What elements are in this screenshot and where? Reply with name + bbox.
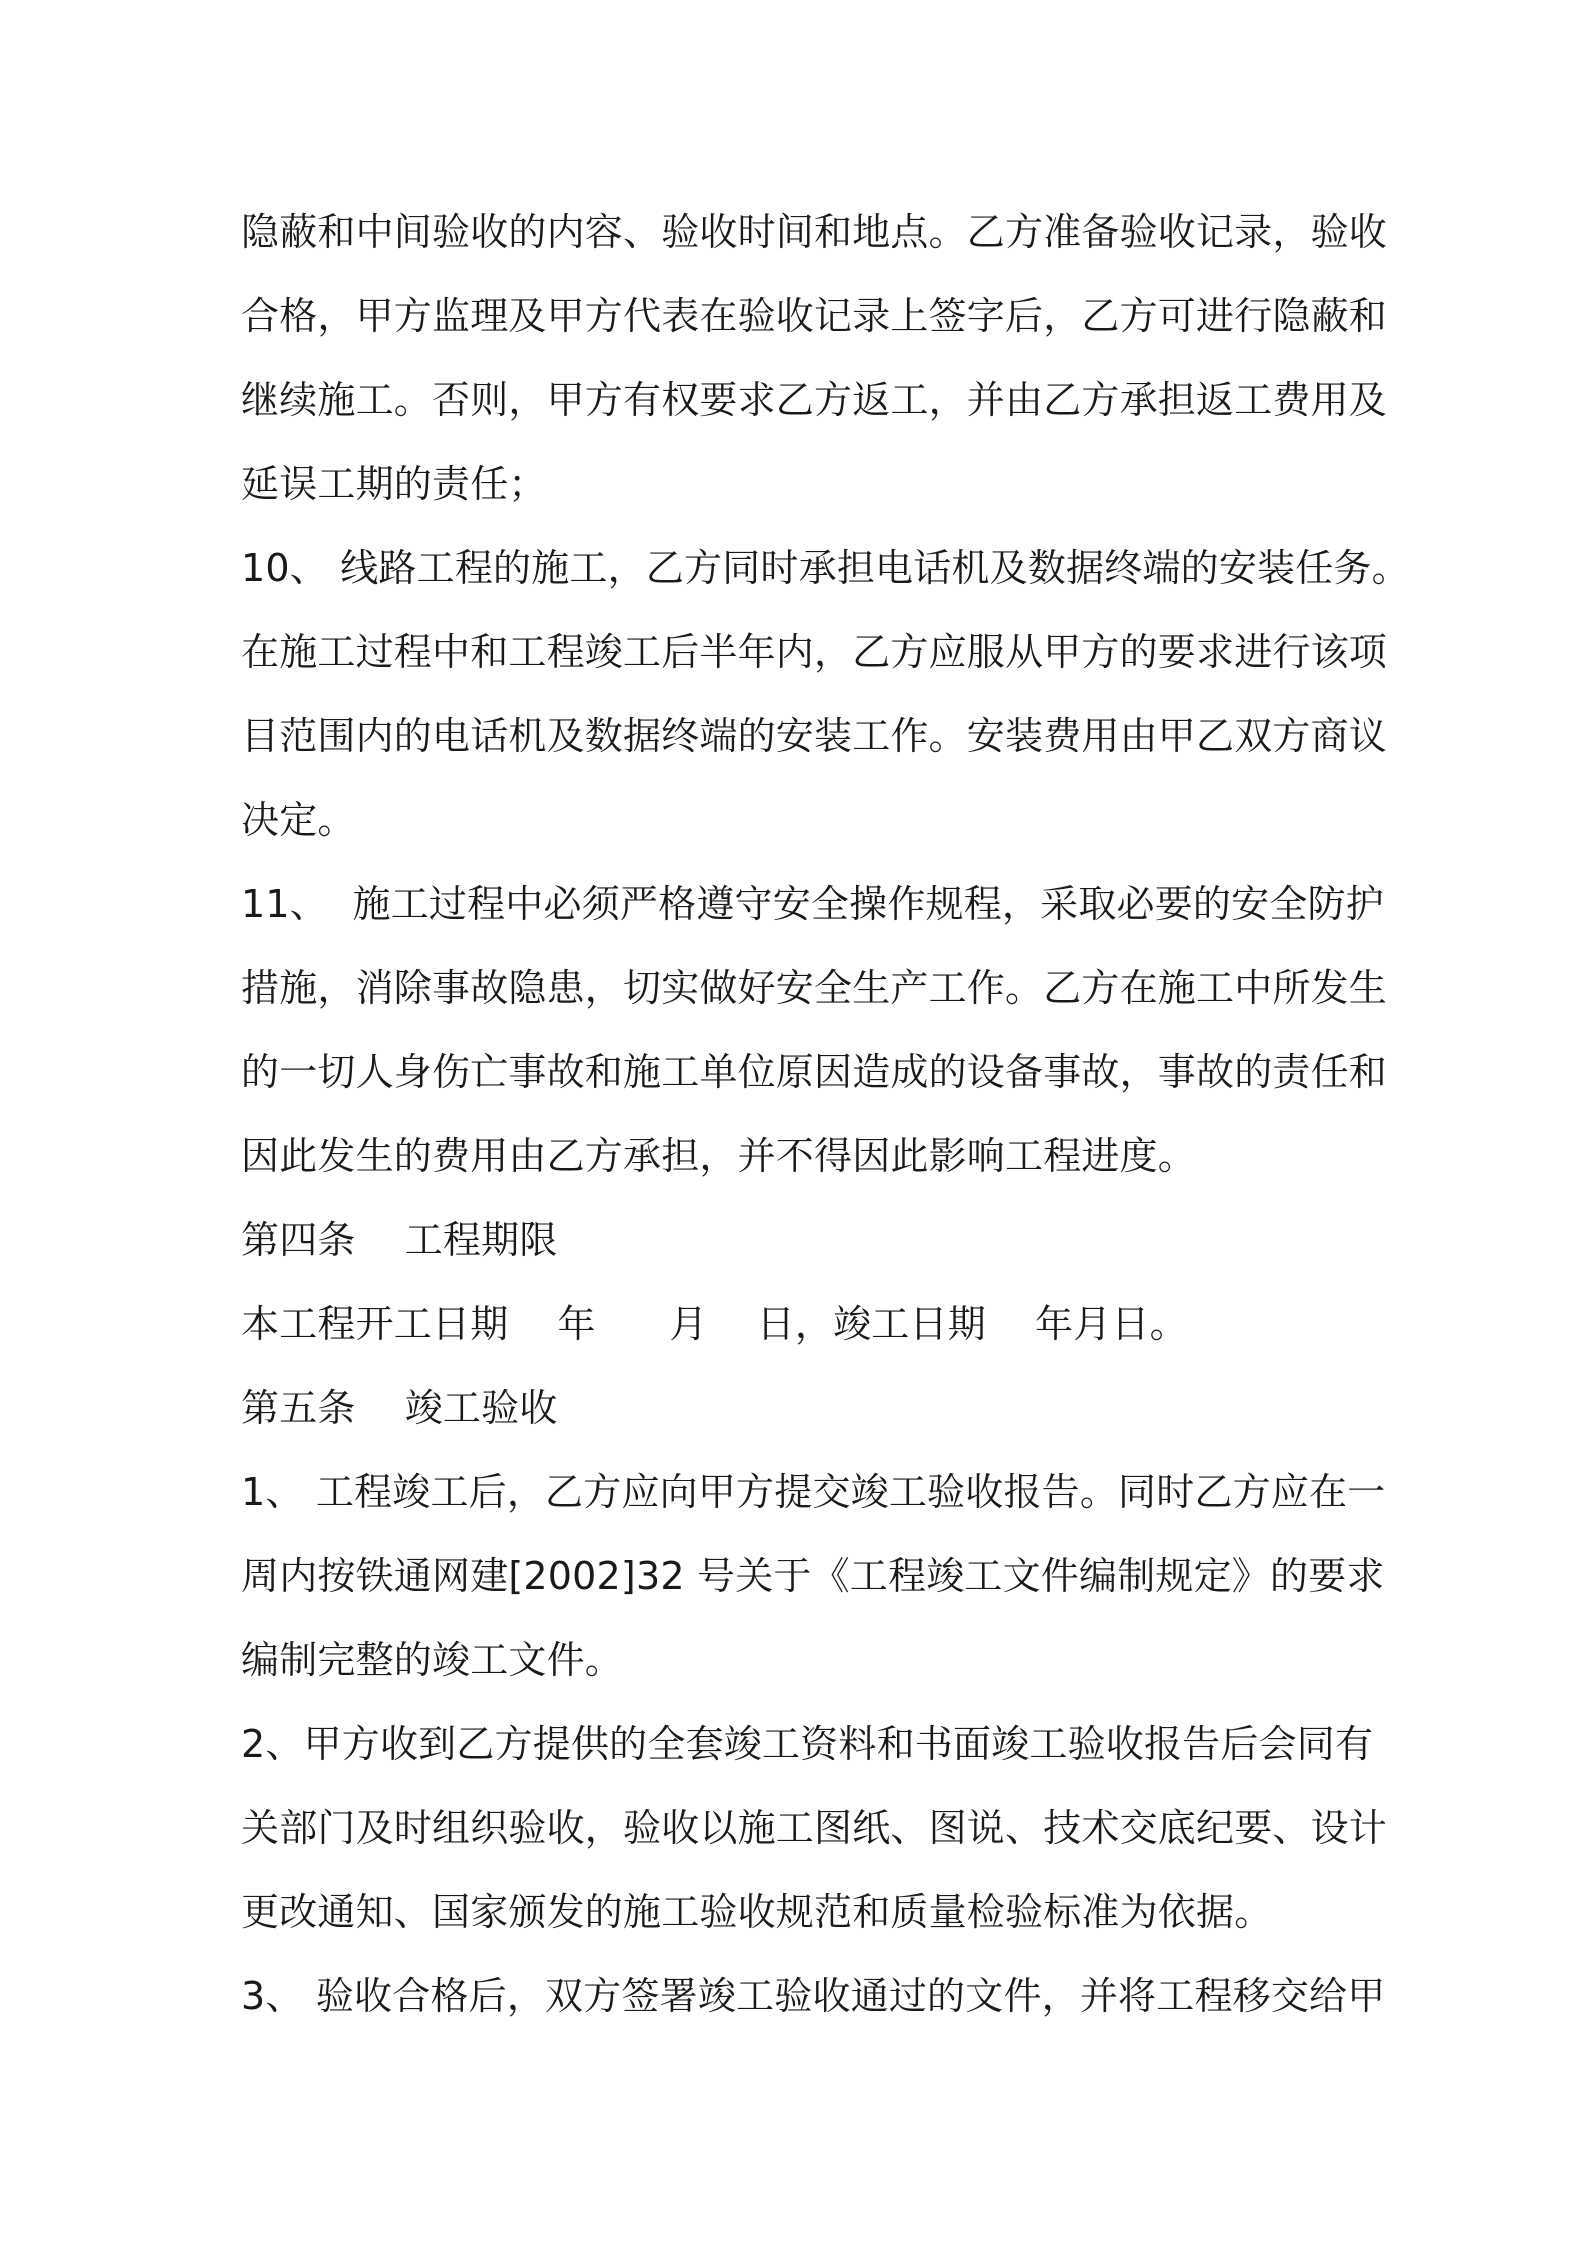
text-line: 在施工过程中和工程竣工后半年内，乙方应服从甲方的要求进行该项 (241, 630, 1388, 674)
text-line: 合格，甲方监理及甲方代表在验收记录上签字后，乙方可进行隐蔽和 (241, 294, 1388, 338)
text-line: 本工程开工日期 年 月 日，竣工日期 年月日。 (241, 1302, 1188, 1346)
text-line: 措施，消除事故隐患，切实做好安全生产工作。乙方在施工中所发生 (241, 966, 1388, 1010)
text-line: 2、甲方收到乙方提供的全套竣工资料和书面竣工验收报告后会同有 (241, 1722, 1374, 1766)
text-line: 更改通知、国家颁发的施工验收规范和质量检验标准为依据。 (241, 1890, 1273, 1934)
text-line: 继续施工。否则，甲方有权要求乙方返工，并由乙方承担返工费用及 (241, 378, 1388, 422)
text-line: 决定。 (241, 798, 356, 842)
text-line: 延误工期的责任； (241, 462, 547, 506)
text-line: 1、 工程竣工后，乙方应向甲方提交竣工验收报告。同时乙方应在一 (241, 1470, 1386, 1514)
text-line: 11、 施工过程中必须严格遵守安全操作规程，采取必要的安全防护 (241, 882, 1384, 926)
text-line: 关部门及时组织验收，验收以施工图纸、图说、技术交底纪要、设计 (241, 1806, 1388, 1850)
section-heading: 第四条 工程期限 (241, 1218, 558, 1262)
text-line: 的一切人身伤亡事故和施工单位原因造成的设备事故，事故的责任和 (241, 1050, 1388, 1094)
document-body (241, 190, 1410, 2038)
text-line: 10、 线路工程的施工，乙方同时承担电话机及数据终端的安装任务。 (241, 546, 1410, 590)
text-line: 周内按铁通网建[2002]32 号关于《工程竣工文件编制规定》的要求 (241, 1554, 1385, 1598)
text-line: 隐蔽和中间验收的内容、验收时间和地点。乙方准备验收记录，验收 (241, 210, 1388, 254)
text-line: 编制完整的竣工文件。 (241, 1638, 624, 1682)
text-line: 目范围内的电话机及数据终端的安装工作。安装费用由甲乙双方商议 (241, 714, 1388, 758)
text-line: 因此发生的费用由乙方承担，并不得因此影响工程进度。 (241, 1134, 1197, 1178)
text-line: 3、 验收合格后，双方签署竣工验收通过的文件，并将工程移交给甲 (241, 1974, 1386, 2018)
section-heading: 第五条 竣工验收 (241, 1386, 558, 1430)
